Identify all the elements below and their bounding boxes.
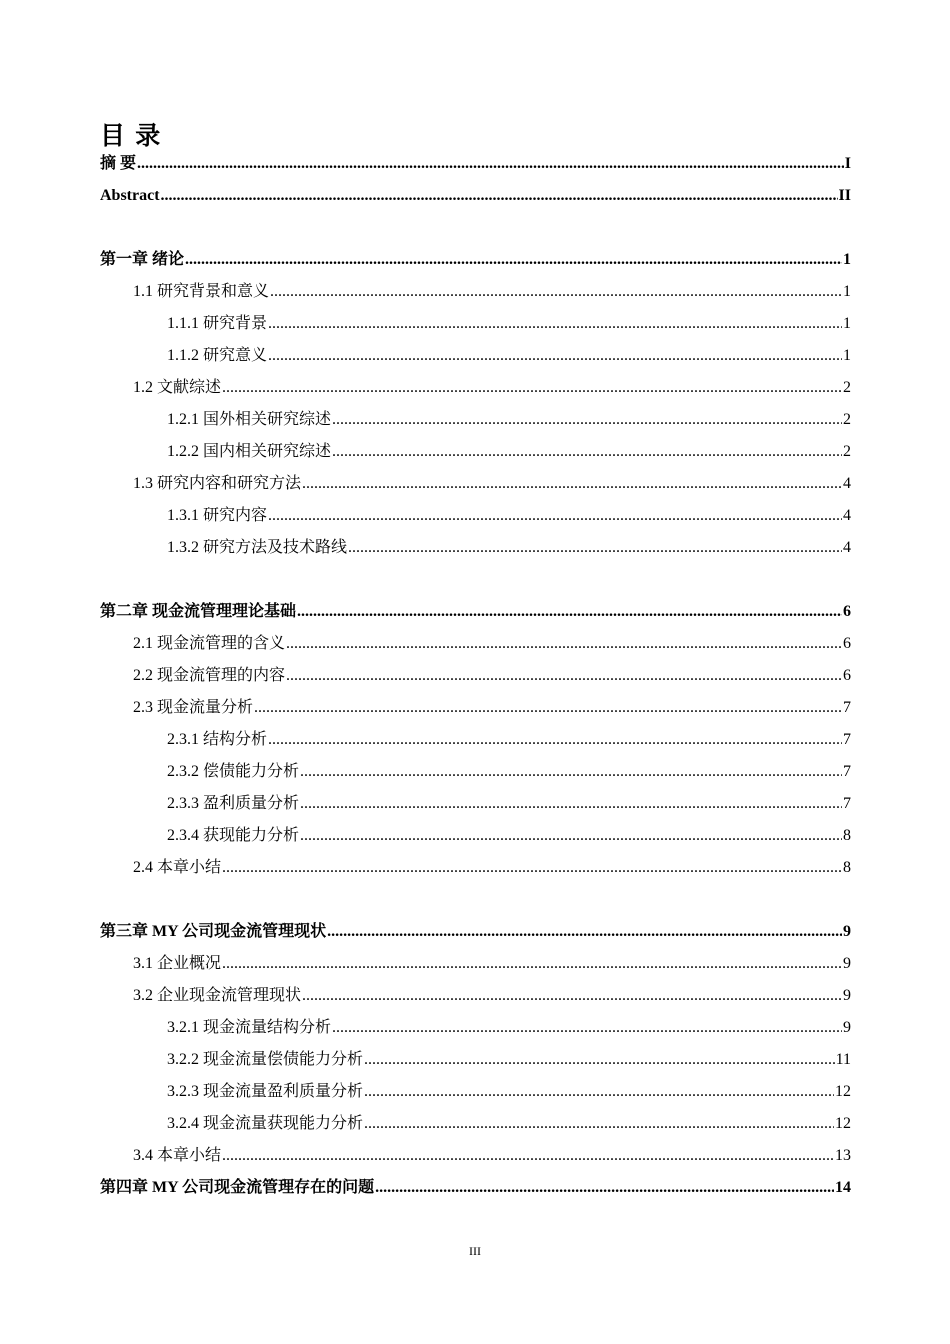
toc-entry-label: 第二章 现金流管理理论基础: [100, 603, 297, 620]
toc-dot-leader: [348, 536, 842, 560]
toc-entry-page: 9: [843, 1019, 851, 1036]
toc-entry-label: 3.1 企业概况: [133, 955, 222, 972]
toc-dot-leader: [222, 856, 842, 880]
toc-dot-leader: [268, 312, 842, 336]
toc-dot-leader: [254, 696, 842, 720]
toc-dot-leader: [297, 600, 842, 624]
toc-entry-page: II: [838, 187, 851, 204]
toc-entry-label: Abstract: [100, 187, 160, 204]
toc-entry-label: 3.4 本章小结: [133, 1147, 222, 1164]
toc-entry[interactable]: [100, 312, 851, 336]
toc-entry-page: 7: [843, 795, 851, 812]
toc-entry[interactable]: [100, 536, 851, 560]
toc-entry-page: 4: [843, 507, 851, 524]
toc-entry[interactable]: [100, 632, 851, 656]
toc-dot-leader: [327, 920, 842, 944]
toc-entry[interactable]: [100, 376, 851, 400]
toc-entry-page: 2: [843, 379, 851, 396]
toc-entry-label: 1.1.1 研究背景: [167, 315, 268, 332]
toc-entry-label: 1.1.2 研究意义: [167, 347, 268, 364]
toc-entry-page: 6: [843, 667, 851, 684]
toc-dot-leader: [222, 952, 842, 976]
toc-entry[interactable]: [100, 856, 851, 880]
toc-entry-label: 1.3 研究内容和研究方法: [133, 475, 302, 492]
toc-entry-page: I: [844, 155, 851, 172]
toc-entry-label: 3.2 企业现金流管理现状: [133, 987, 302, 1004]
toc-entry[interactable]: [100, 600, 851, 624]
toc-entry-page: 9: [843, 955, 851, 972]
toc-entry-label: 3.2.2 现金流量偿债能力分析: [167, 1051, 364, 1068]
toc-entry-label: 2.3.2 偿债能力分析: [167, 763, 300, 780]
toc-entry[interactable]: [100, 1176, 851, 1200]
toc-entry-label: 1.2 文献综述: [133, 379, 222, 396]
toc-entry-page: 1: [843, 315, 851, 332]
toc-entry-page: 9: [843, 923, 851, 940]
toc-entry[interactable]: [100, 248, 851, 272]
toc-entry[interactable]: [100, 440, 851, 464]
toc-dot-leader: [364, 1080, 834, 1104]
toc-entry-page: 12: [835, 1115, 851, 1132]
toc-entry[interactable]: [100, 1144, 851, 1168]
toc-entry-page: 6: [843, 635, 851, 652]
toc-entry[interactable]: [100, 1080, 851, 1104]
toc-dot-leader: [268, 344, 842, 368]
toc-entry-label: 2.3.4 获现能力分析: [167, 827, 300, 844]
toc-entry-page: 1: [843, 283, 851, 300]
toc-entry[interactable]: [100, 920, 851, 944]
toc-entry-page: 7: [843, 731, 851, 748]
toc-entry-label: 1.1 研究背景和意义: [133, 283, 270, 300]
toc-entry[interactable]: [100, 728, 851, 752]
toc-dot-leader: [300, 792, 842, 816]
toc-entry[interactable]: [100, 504, 851, 528]
toc-dot-leader: [332, 408, 842, 432]
toc-entry-page: 8: [843, 859, 851, 876]
toc-entry[interactable]: [100, 344, 851, 368]
toc-entry[interactable]: [100, 1016, 851, 1040]
toc-entry[interactable]: [100, 984, 851, 1008]
toc-dot-leader: [270, 280, 842, 304]
toc-dot-leader: [375, 1176, 834, 1200]
toc-entry-label: 2.3.1 结构分析: [167, 731, 268, 748]
toc-entry-label: 2.1 现金流管理的含义: [133, 635, 286, 652]
toc-entry-label: 3.2.3 现金流量盈利质量分析: [167, 1083, 364, 1100]
toc-entry-label: 2.3.3 盈利质量分析: [167, 795, 300, 812]
toc-entry-page: 8: [843, 827, 851, 844]
toc-entry[interactable]: [100, 152, 851, 176]
toc-entry-page: 9: [843, 987, 851, 1004]
toc-entry-label: 第三章 MY 公司现金流管理现状: [100, 923, 327, 940]
toc-dot-leader: [364, 1112, 834, 1136]
toc-entry[interactable]: [100, 1048, 851, 1072]
toc-dot-leader: [137, 152, 844, 176]
toc-dot-leader: [302, 472, 842, 496]
toc-dot-leader: [222, 376, 842, 400]
toc-title: 目 录: [100, 123, 163, 150]
toc-entry-page: 11: [835, 1051, 851, 1068]
toc-entry-label: 3.2.1 现金流量结构分析: [167, 1019, 332, 1036]
toc-entry[interactable]: [100, 824, 851, 848]
toc-entry[interactable]: [100, 408, 851, 432]
toc-entry-page: 2: [843, 411, 851, 428]
page-number: III: [469, 1244, 481, 1258]
toc-dot-leader: [302, 984, 842, 1008]
toc-dot-leader: [286, 664, 842, 688]
toc-entry[interactable]: [100, 1112, 851, 1136]
toc-entry[interactable]: [100, 280, 851, 304]
toc-dot-leader: [300, 760, 842, 784]
toc-entry-page: 2: [843, 443, 851, 460]
toc-entry-label: 第一章 绪论: [100, 251, 185, 268]
toc-dot-leader: [161, 184, 838, 208]
toc-entry-label: 3.2.4 现金流量获现能力分析: [167, 1115, 364, 1132]
toc-entry-label: 1.2.2 国内相关研究综述: [167, 443, 332, 460]
toc-entry-page: 1: [843, 251, 851, 268]
toc-entry[interactable]: [100, 760, 851, 784]
toc-entry-label: 1.2.1 国外相关研究综述: [167, 411, 332, 428]
toc-entry[interactable]: [100, 792, 851, 816]
toc-entry-page: 7: [843, 699, 851, 716]
toc-entry-page: 12: [835, 1083, 851, 1100]
toc-entry-page: 1: [843, 347, 851, 364]
toc-dot-leader: [300, 824, 842, 848]
toc-entry[interactable]: [100, 696, 851, 720]
toc-entry-label: 2.3 现金流量分析: [133, 699, 254, 716]
toc-entry-label: 1.3.2 研究方法及技术路线: [167, 539, 348, 556]
toc-entry-label: 2.4 本章小结: [133, 859, 222, 876]
toc-entry-label: 2.2 现金流管理的内容: [133, 667, 286, 684]
toc-dot-leader: [222, 1144, 834, 1168]
toc-entry-page: 4: [843, 475, 851, 492]
toc-dot-leader: [286, 632, 842, 656]
toc-entry-page: 13: [835, 1147, 851, 1164]
toc-entry-label: 第四章 MY 公司现金流管理存在的问题: [100, 1179, 375, 1196]
toc-entry[interactable]: [100, 664, 851, 688]
toc-dot-leader: [185, 248, 842, 272]
toc-entry-page: 14: [835, 1179, 851, 1196]
toc-entry-page: 4: [843, 539, 851, 556]
toc-dot-leader: [364, 1048, 835, 1072]
toc-entry[interactable]: [100, 952, 851, 976]
toc-entry[interactable]: [100, 184, 851, 208]
toc-entry-page: 7: [843, 763, 851, 780]
toc-dot-leader: [268, 728, 842, 752]
toc-entry-page: 6: [843, 603, 851, 620]
toc-dot-leader: [332, 1016, 842, 1040]
toc-dot-leader: [332, 440, 842, 464]
toc-entry[interactable]: [100, 472, 851, 496]
toc-entry-label: 1.3.1 研究内容: [167, 507, 268, 524]
toc-dot-leader: [268, 504, 842, 528]
toc-entry-label: 摘 要: [100, 155, 137, 172]
